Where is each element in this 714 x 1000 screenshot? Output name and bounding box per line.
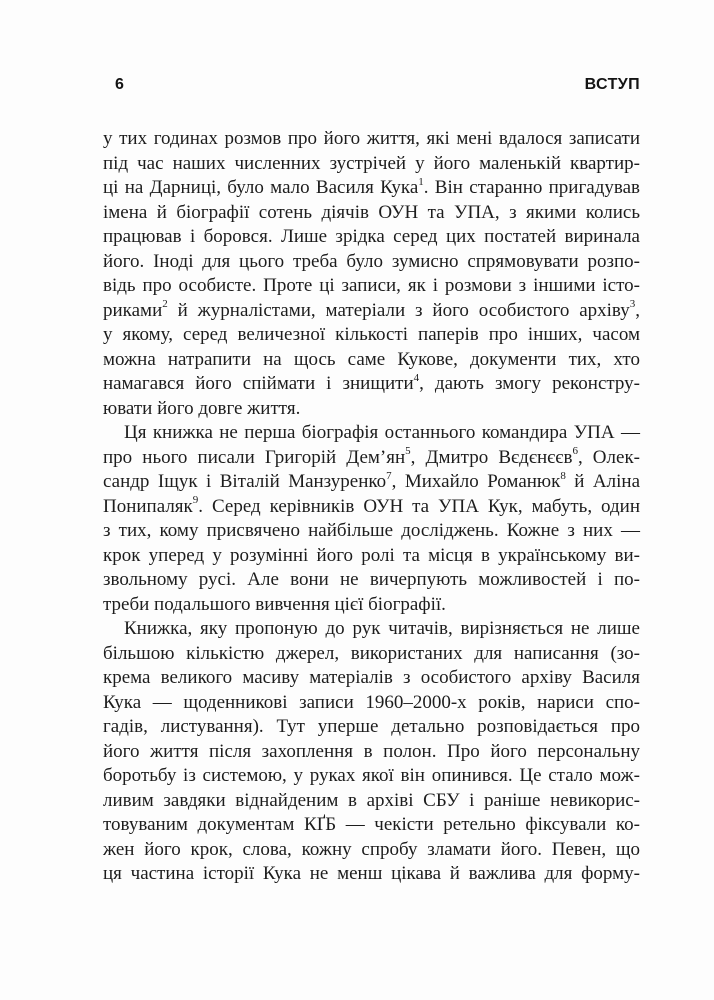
page-number: 6 [115, 76, 124, 93]
text-line: Кука — щоденникові записи 1960–2000-х років, нариси спо- [103, 691, 640, 713]
text-line: Понипаляк$^9$. Серед керівників ОУН та УПА Кук, мабуть, один [103, 494, 640, 517]
text-line: у тих годинах розмов про його життя, які мені вдалося записати [103, 128, 640, 149]
text-line: гадів, листування). Тут уперше детально розповідається про [103, 716, 640, 737]
footnote-marker: 8 [560, 469, 566, 482]
text-line: жен його крок, слова, кожну спробу зламати його. Певен, що [103, 838, 640, 860]
text-line: імена й біографії сотень діячів ОУН та УПА, з якими колись [103, 201, 640, 223]
page-body [103, 127, 640, 887]
footnote-marker: 3 [629, 298, 636, 311]
running-header [103, 76, 640, 94]
text-line: Ця книжка не перша біографія останнього командира УПА — [124, 422, 640, 443]
text-line: крема великого масиву матеріалів з особистого архіву Василя [103, 667, 640, 688]
text-line: Книжка, яку пропоную до рук читачів, вирізняється не лише [124, 618, 640, 639]
text-line: крок уперед у розумінні його ролі та місця в українському ви- [103, 544, 640, 566]
paragraph [103, 617, 640, 887]
footnote-marker: 7 [386, 469, 392, 482]
footnote-marker: 9 [192, 494, 199, 507]
text-line: його життя після захоплення в полон. Про його персональну [103, 740, 640, 762]
text-line: з тих, кому присвячено найбільше досліджень. Кожне з них — [103, 520, 640, 541]
paragraph [103, 421, 640, 617]
text-line: намагався його спіймати і знищити$^4$, дають змогу реконстру- [103, 371, 640, 394]
footnote-marker: 6 [572, 445, 578, 458]
paragraph [103, 127, 640, 421]
text-line: ця частина історії Кука не менш цікава й важлива для форму- [103, 863, 640, 884]
footnote-marker: 1 [418, 175, 424, 188]
text-line: відь про особисте. Проте ці записи, як і розмови з іншими істо- [103, 275, 640, 296]
text-line: звольному русі. Але вони не вичерпують можливостей і по- [103, 569, 640, 590]
text-line: можна натрапити на щось саме Кукове, документи тих, хто [103, 348, 640, 370]
text-line: ці на Дарниці, було мало Василя Кука$^1$. Він старанно пригадував [103, 175, 640, 198]
text-line: у якому, серед величезної кількості паперів про інших, часом [103, 324, 640, 345]
text-line: працював і боровся. Лише зрідка серед цих постатей виринала [103, 226, 640, 247]
text-line: ювати його довге життя. [103, 397, 301, 419]
text-line: товуваним документам КҐБ — чекісти ретельно фіксували ко- [103, 814, 640, 835]
text-line: ливим завдяки віднайденим в архіві СБУ і раніше невикорис- [103, 789, 640, 811]
text-line: треби подальшого вивчення цієї біографії. [103, 593, 446, 615]
text-line: боротьбу із системою, у руках якої він опинився. Це стало мож- [103, 765, 640, 786]
text-line: сандр Іщук і Віталій Манзуренко$^7$, Михайло Романюк$^8$ й Аліна [103, 469, 640, 492]
text-line: його. Іноді для цього треба було зумисно спрямовувати розпо- [103, 250, 640, 272]
text-line: більшою кількістю джерел, використаних для написання (зо- [103, 642, 640, 664]
footnote-marker: 5 [405, 445, 411, 458]
text-line: риками$^2$ й журналістами, матеріали з його особистого архіву$^3$, [103, 298, 640, 321]
footnote-marker: 2 [162, 298, 168, 311]
running-title: ВСТУП [584, 76, 640, 93]
text-line: під час наших численних зустрічей у його маленькій квартир- [103, 152, 640, 174]
text-line: про нього писали Григорій Дем’ян$^5$, Дмитро Вєдєнєєв$^6$, Олек- [103, 445, 640, 468]
footnote-marker: 4 [413, 371, 420, 384]
